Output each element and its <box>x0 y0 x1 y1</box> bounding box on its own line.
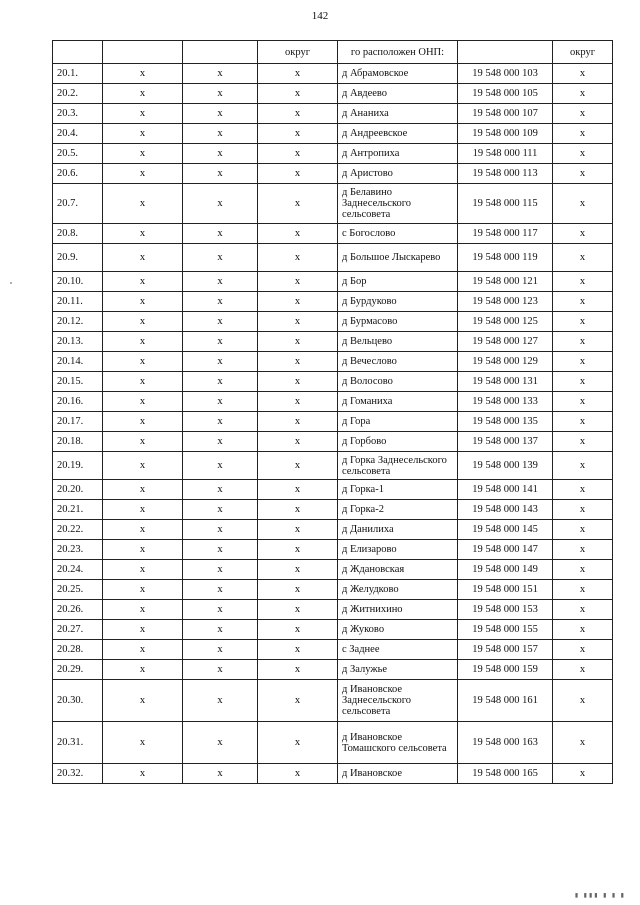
x-cell: x <box>258 660 338 680</box>
header-cell <box>458 41 553 64</box>
oktmo-code: 19 548 000 127 <box>458 332 553 352</box>
x-cell: x <box>103 352 183 372</box>
x-cell: x <box>553 540 613 560</box>
x-cell: x <box>183 292 258 312</box>
table-row <box>53 520 613 540</box>
settlement-name: д Ивановское <box>338 764 458 784</box>
table-row <box>53 680 613 722</box>
oktmo-code: 19 548 000 159 <box>458 660 553 680</box>
x-cell: x <box>183 764 258 784</box>
settlement-name: д Вечеслово <box>338 352 458 372</box>
oktmo-code: 19 548 000 111 <box>458 144 553 164</box>
x-cell: x <box>103 680 183 722</box>
x-cell: x <box>103 660 183 680</box>
settlement-name: с Заднее <box>338 640 458 660</box>
x-cell: x <box>183 722 258 764</box>
x-cell: x <box>553 372 613 392</box>
x-cell: x <box>553 224 613 244</box>
table-row <box>53 452 613 480</box>
x-cell: x <box>553 600 613 620</box>
x-cell: x <box>103 144 183 164</box>
settlement-name: д Ивановское Томашского сельсовета <box>338 722 458 764</box>
settlement-name: д Бурмасово <box>338 312 458 332</box>
x-cell: x <box>103 372 183 392</box>
x-cell: x <box>258 520 338 540</box>
settlement-name: д Бор <box>338 272 458 292</box>
x-cell: x <box>258 392 338 412</box>
settlement-name: д Горка Заднесельского сельсовета <box>338 452 458 480</box>
table-row <box>53 312 613 332</box>
row-number: 20.24. <box>53 560 103 580</box>
x-cell: x <box>183 224 258 244</box>
x-cell: x <box>103 272 183 292</box>
x-cell: x <box>258 244 338 272</box>
settlement-name: д Бурдуково <box>338 292 458 312</box>
row-number: 20.17. <box>53 412 103 432</box>
x-cell: x <box>258 332 338 352</box>
x-cell: x <box>258 540 338 560</box>
x-cell: x <box>258 620 338 640</box>
x-cell: x <box>553 500 613 520</box>
table-row <box>53 640 613 660</box>
table-row <box>53 432 613 452</box>
x-cell: x <box>553 412 613 432</box>
x-cell: x <box>258 722 338 764</box>
x-cell: x <box>103 640 183 660</box>
row-number: 20.15. <box>53 372 103 392</box>
x-cell: x <box>258 600 338 620</box>
row-number: 20.18. <box>53 432 103 452</box>
x-cell: x <box>258 292 338 312</box>
x-cell: x <box>103 124 183 144</box>
x-cell: x <box>553 352 613 372</box>
x-cell: x <box>258 432 338 452</box>
x-cell: x <box>183 244 258 272</box>
x-cell: x <box>103 432 183 452</box>
x-cell: x <box>183 540 258 560</box>
x-cell: x <box>553 580 613 600</box>
row-number: 20.4. <box>53 124 103 144</box>
row-number: 20.21. <box>53 500 103 520</box>
settlement-name: д Горка-1 <box>338 480 458 500</box>
x-cell: x <box>553 312 613 332</box>
oktmo-code: 19 548 000 145 <box>458 520 553 540</box>
header-cell: округ <box>553 41 613 64</box>
settlement-name: д Гора <box>338 412 458 432</box>
x-cell: x <box>258 184 338 224</box>
x-cell: x <box>553 84 613 104</box>
x-cell: x <box>103 164 183 184</box>
x-cell: x <box>183 144 258 164</box>
x-cell: x <box>103 452 183 480</box>
settlement-name: д Андреевское <box>338 124 458 144</box>
x-cell: x <box>103 600 183 620</box>
x-cell: x <box>553 144 613 164</box>
table-row <box>53 184 613 224</box>
x-cell: x <box>258 224 338 244</box>
x-cell: x <box>258 352 338 372</box>
x-cell: x <box>183 580 258 600</box>
oktmo-code: 19 548 000 139 <box>458 452 553 480</box>
x-cell: x <box>103 500 183 520</box>
header-cell <box>53 41 103 64</box>
x-cell: x <box>258 500 338 520</box>
x-cell: x <box>103 392 183 412</box>
settlement-name: с Богослово <box>338 224 458 244</box>
row-number: 20.28. <box>53 640 103 660</box>
row-number: 20.31. <box>53 722 103 764</box>
x-cell: x <box>553 722 613 764</box>
table-row <box>53 412 613 432</box>
row-number: 20.6. <box>53 164 103 184</box>
table-row <box>53 764 613 784</box>
oktmo-code: 19 548 000 129 <box>458 352 553 372</box>
x-cell: x <box>103 244 183 272</box>
row-number: 20.5. <box>53 144 103 164</box>
table-row <box>53 500 613 520</box>
x-cell: x <box>183 84 258 104</box>
x-cell: x <box>553 164 613 184</box>
settlement-name: д Залужье <box>338 660 458 680</box>
row-number: 20.14. <box>53 352 103 372</box>
x-cell: x <box>183 372 258 392</box>
settlement-name: д Вельцево <box>338 332 458 352</box>
table-row <box>53 244 613 272</box>
table-row <box>53 272 613 292</box>
x-cell: x <box>103 722 183 764</box>
settlements-table <box>52 40 613 784</box>
settlement-name: д Ивановское Заднесельского сельсовета <box>338 680 458 722</box>
row-number: 20.23. <box>53 540 103 560</box>
row-number: 20.16. <box>53 392 103 412</box>
row-number: 20.22. <box>53 520 103 540</box>
row-number: 20.19. <box>53 452 103 480</box>
oktmo-code: 19 548 000 119 <box>458 244 553 272</box>
header-cell: округ <box>258 41 338 64</box>
oktmo-code: 19 548 000 153 <box>458 600 553 620</box>
x-cell: x <box>258 64 338 84</box>
x-cell: x <box>553 764 613 784</box>
table-row <box>53 540 613 560</box>
x-cell: x <box>183 560 258 580</box>
table-row <box>53 332 613 352</box>
x-cell: x <box>183 480 258 500</box>
table-row <box>53 600 613 620</box>
settlement-name: д Ананиха <box>338 104 458 124</box>
oktmo-code: 19 548 000 123 <box>458 292 553 312</box>
row-number: 20.12. <box>53 312 103 332</box>
oktmo-code: 19 548 000 121 <box>458 272 553 292</box>
oktmo-code: 19 548 000 149 <box>458 560 553 580</box>
oktmo-code: 19 548 000 141 <box>458 480 553 500</box>
oktmo-code: 19 548 000 103 <box>458 64 553 84</box>
settlement-name: д Елизарово <box>338 540 458 560</box>
x-cell: x <box>258 104 338 124</box>
header-cell: го расположен ОНП: <box>338 41 458 64</box>
x-cell: x <box>258 412 338 432</box>
table-row <box>53 224 613 244</box>
oktmo-code: 19 548 000 165 <box>458 764 553 784</box>
x-cell: x <box>103 312 183 332</box>
row-number: 20.8. <box>53 224 103 244</box>
x-cell: x <box>258 640 338 660</box>
row-number: 20.3. <box>53 104 103 124</box>
settlement-name: д Антропиха <box>338 144 458 164</box>
table-body <box>53 64 613 784</box>
settlement-name: д Горка-2 <box>338 500 458 520</box>
row-number: 20.27. <box>53 620 103 640</box>
row-number: 20.25. <box>53 580 103 600</box>
x-cell: x <box>553 560 613 580</box>
x-cell: x <box>183 412 258 432</box>
oktmo-code: 19 548 000 161 <box>458 680 553 722</box>
x-cell: x <box>183 660 258 680</box>
x-cell: x <box>258 372 338 392</box>
x-cell: x <box>183 312 258 332</box>
x-cell: x <box>103 580 183 600</box>
x-cell: x <box>103 184 183 224</box>
x-cell: x <box>553 272 613 292</box>
table-row <box>53 64 613 84</box>
scan-marks: ▮ ▮▮▮ ▮ ▮ ▮ <box>574 893 626 899</box>
table-row <box>53 580 613 600</box>
x-cell: x <box>183 272 258 292</box>
x-cell: x <box>103 480 183 500</box>
x-cell: x <box>553 392 613 412</box>
x-cell: x <box>183 184 258 224</box>
scan-dot <box>10 282 12 284</box>
table-row <box>53 292 613 312</box>
table-row <box>53 352 613 372</box>
x-cell: x <box>103 332 183 352</box>
header-cell <box>183 41 258 64</box>
x-cell: x <box>553 620 613 640</box>
oktmo-code: 19 548 000 157 <box>458 640 553 660</box>
settlement-name: д Волосово <box>338 372 458 392</box>
row-number: 20.13. <box>53 332 103 352</box>
x-cell: x <box>258 272 338 292</box>
x-cell: x <box>183 352 258 372</box>
row-number: 20.32. <box>53 764 103 784</box>
x-cell: x <box>183 432 258 452</box>
oktmo-code: 19 548 000 147 <box>458 540 553 560</box>
oktmo-code: 19 548 000 143 <box>458 500 553 520</box>
x-cell: x <box>553 660 613 680</box>
settlement-name: д Аристово <box>338 164 458 184</box>
table-row <box>53 660 613 680</box>
x-cell: x <box>103 64 183 84</box>
x-cell: x <box>553 640 613 660</box>
x-cell: x <box>258 164 338 184</box>
x-cell: x <box>103 764 183 784</box>
row-number: 20.2. <box>53 84 103 104</box>
x-cell: x <box>258 480 338 500</box>
x-cell: x <box>183 164 258 184</box>
table-row <box>53 144 613 164</box>
x-cell: x <box>553 244 613 272</box>
x-cell: x <box>103 224 183 244</box>
x-cell: x <box>553 432 613 452</box>
oktmo-code: 19 548 000 115 <box>458 184 553 224</box>
oktmo-code: 19 548 000 125 <box>458 312 553 332</box>
x-cell: x <box>258 84 338 104</box>
oktmo-code: 19 548 000 109 <box>458 124 553 144</box>
x-cell: x <box>183 680 258 722</box>
row-number: 20.30. <box>53 680 103 722</box>
row-number: 20.11. <box>53 292 103 312</box>
x-cell: x <box>103 540 183 560</box>
settlement-name: д Ждановская <box>338 560 458 580</box>
oktmo-code: 19 548 000 117 <box>458 224 553 244</box>
x-cell: x <box>183 520 258 540</box>
oktmo-code: 19 548 000 137 <box>458 432 553 452</box>
table-row <box>53 164 613 184</box>
row-number: 20.26. <box>53 600 103 620</box>
row-number: 20.10. <box>53 272 103 292</box>
oktmo-code: 19 548 000 163 <box>458 722 553 764</box>
x-cell: x <box>553 332 613 352</box>
table-row <box>53 392 613 412</box>
x-cell: x <box>103 560 183 580</box>
x-cell: x <box>103 292 183 312</box>
x-cell: x <box>258 560 338 580</box>
settlement-name: д Желудково <box>338 580 458 600</box>
x-cell: x <box>183 500 258 520</box>
x-cell: x <box>103 84 183 104</box>
oktmo-code: 19 548 000 107 <box>458 104 553 124</box>
table-row <box>53 84 613 104</box>
x-cell: x <box>183 104 258 124</box>
x-cell: x <box>103 520 183 540</box>
x-cell: x <box>258 452 338 480</box>
table-row <box>53 124 613 144</box>
x-cell: x <box>258 144 338 164</box>
table-row <box>53 372 613 392</box>
row-number: 20.7. <box>53 184 103 224</box>
settlement-name: д Абрамовское <box>338 64 458 84</box>
oktmo-code: 19 548 000 155 <box>458 620 553 640</box>
x-cell: x <box>553 480 613 500</box>
x-cell: x <box>553 452 613 480</box>
settlement-name: д Жуково <box>338 620 458 640</box>
oktmo-code: 19 548 000 113 <box>458 164 553 184</box>
x-cell: x <box>258 312 338 332</box>
oktmo-code: 19 548 000 133 <box>458 392 553 412</box>
settlement-name: д Горбово <box>338 432 458 452</box>
x-cell: x <box>183 64 258 84</box>
x-cell: x <box>553 292 613 312</box>
oktmo-code: 19 548 000 131 <box>458 372 553 392</box>
row-number: 20.29. <box>53 660 103 680</box>
x-cell: x <box>553 104 613 124</box>
x-cell: x <box>183 600 258 620</box>
settlement-name: д Житнихино <box>338 600 458 620</box>
settlement-name: д Данилиха <box>338 520 458 540</box>
x-cell: x <box>553 64 613 84</box>
row-number: 20.20. <box>53 480 103 500</box>
settlement-name: д Белавино Заднесельского сельсовета <box>338 184 458 224</box>
table-row <box>53 104 613 124</box>
x-cell: x <box>183 124 258 144</box>
x-cell: x <box>553 680 613 722</box>
row-number: 20.1. <box>53 64 103 84</box>
settlement-name: д Гоманиха <box>338 392 458 412</box>
x-cell: x <box>103 104 183 124</box>
row-number: 20.9. <box>53 244 103 272</box>
x-cell: x <box>103 412 183 432</box>
table-row <box>53 560 613 580</box>
oktmo-code: 19 548 000 105 <box>458 84 553 104</box>
x-cell: x <box>258 124 338 144</box>
oktmo-code: 19 548 000 151 <box>458 580 553 600</box>
table-row <box>53 620 613 640</box>
settlement-name: д Большое Лыскарево <box>338 244 458 272</box>
x-cell: x <box>183 452 258 480</box>
x-cell: x <box>553 184 613 224</box>
x-cell: x <box>183 332 258 352</box>
table-row <box>53 722 613 764</box>
x-cell: x <box>553 124 613 144</box>
x-cell: x <box>553 520 613 540</box>
table-row <box>53 480 613 500</box>
x-cell: x <box>258 680 338 722</box>
oktmo-code: 19 548 000 135 <box>458 412 553 432</box>
x-cell: x <box>183 620 258 640</box>
page-number: 142 <box>311 10 329 22</box>
x-cell: x <box>183 392 258 412</box>
x-cell: x <box>258 764 338 784</box>
x-cell: x <box>183 640 258 660</box>
header-cell <box>103 41 183 64</box>
x-cell: x <box>103 620 183 640</box>
table-header-row <box>53 41 613 64</box>
settlement-name: д Авдеево <box>338 84 458 104</box>
x-cell: x <box>258 580 338 600</box>
